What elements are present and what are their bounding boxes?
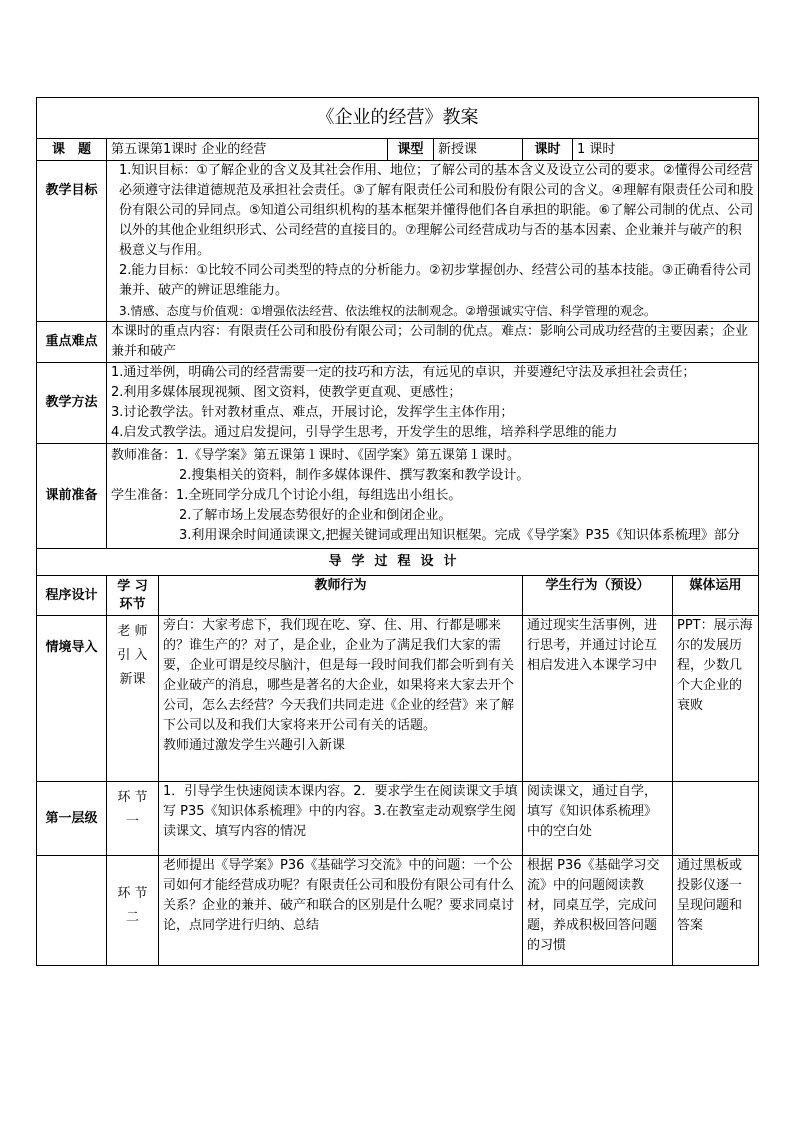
row-stage: 环 节 二 <box>107 856 159 966</box>
row-student: 通过现实生活事例，进行思考，并通过讨论互相启发进入本课学习中 <box>523 616 673 782</box>
row-program <box>37 856 107 966</box>
row-teacher: 老师提出《导学案》P36《基础学习交流》中的问题：一个公司如何才能经营成功呢？有限责任公司和股份有限公司有什么关系？企业的兼并、破产和联合的区别是什么呢？要求同桌讨论，点同学进行归纳、总结 <box>159 856 523 966</box>
prep-label: 课前准备 <box>37 444 107 549</box>
row-program: 第一层级 <box>37 782 107 856</box>
row-program: 情境导入 <box>37 616 107 782</box>
document-title: 《企业的经营》教案 <box>37 98 759 139</box>
row-student: 阅读课文，通过自学，填写《知识体系梳理》中的空白处 <box>523 782 673 856</box>
col-program: 程序设计 <box>37 576 107 616</box>
row-media: 通过黑板或投影仪逐一呈现问题和答案 <box>673 856 759 966</box>
col-student: 学生行为（预设） <box>523 576 673 616</box>
goals-label: 教学目标 <box>37 161 107 322</box>
topic-value: 第五课第1课时 企业的经营 <box>107 139 388 161</box>
row-student: 根据 P36《基础学习交流》中的问题阅读教材，同桌互学，完成问题，养成积极回答问题的习惯 <box>523 856 673 966</box>
prep-teacher-2: 2.搜集相关的资料，制作多媒体课件、撰写教案和教学设计。 <box>179 468 530 483</box>
goals-cell <box>107 161 759 322</box>
col-stage: 学 习 环节 <box>107 576 159 616</box>
methods-cell <box>107 363 759 444</box>
lesson-plan-table <box>36 97 759 966</box>
prep-student-3: 3.利用课余时间通读课文,把握关键词或理出知识框架。完成《导学案》P35《知识体系梳理》部分 <box>179 528 740 543</box>
key-label: 重点难点 <box>37 322 107 363</box>
methods-label: 教学方法 <box>37 363 107 444</box>
topic-label: 课 题 <box>37 139 107 161</box>
method-item: 4.启发式教学法。通过启发提问，引导学生思考，开发学生的思维，培养科学思维的能力 <box>111 425 618 440</box>
section-title: 导学过程设计 <box>37 549 759 576</box>
row-teacher: 旁白：大家考虑下，我们现在吃、穿、住、用、行都是哪来的？谁生产的？对了，是企业，企业为了满足我们大家的需要，企业可谓是绞尽脑汁，但是每一段时间我们都会听到有关企业破产的消息，哪些是著名的大企业，如果将来大家去开个公司，怎么去经营？今天我们共同走进《企业的经营》来了解下公司以及和我们大家将来开公司有关的话题。 教师通过激发学生兴趣引入新课 <box>159 616 523 782</box>
goal-values: 3.情感、态度与价值观：①增强依法经营、依法维权的法制观念。②增强诚实守信、科学管理的观念。 <box>119 304 656 318</box>
goal-ability: 2.能力目标：①比较不同公司类型的特点的分析能力。②初步掌握创办、经营公司的基本技能。③正确看待公司兼并、破产的辨证思维能力。 <box>119 263 752 298</box>
goal-knowledge: 1.知识目标：①了解企业的含义及其社会作用、地位；了解公司的基本含义及设立公司的要求。②懂得公司经营必须遵守法律道德规范及承担社会责任。③了解有限责任公司和股份有限公司的含义。④理解有限责任公司和股份有限公司的异同点。⑤知道公司组织机构的基本框架并懂得他们各自承担的职能。⑥了解公司制的优点、公司以外的其他企业组织形式、公司经营的直接目的。⑦理解公司经营成功与否的基本因素、企业兼并与破产的积极意义与作用。 <box>119 163 754 258</box>
hours-label: 课时 <box>523 139 573 161</box>
prep-cell <box>107 444 759 549</box>
prep-teacher-1: 教师准备：1.《导学案》第五课第１课时、《固学案》第五课第１课时。 <box>111 448 520 463</box>
prep-student-1: 学生准备：1.全班同学分成几个讨论小组，每组选出小组长。 <box>111 488 462 503</box>
row-stage: 环 节 一 <box>107 782 159 856</box>
row-teacher: 1．引导学生快速阅读本课内容。2．要求学生在阅读课文手填写 P35《知识体系梳理》中的内容。3.在教室走动观察学生阅读课文、填写内容的情况 <box>159 782 523 856</box>
method-item: 3.讨论教学法。针对教材重点、难点，开展讨论，发挥学生主体作用； <box>111 405 514 420</box>
lesson-plan-document <box>36 97 758 966</box>
key-text: 本课时的重点内容：有限责任公司和股份有限公司；公司制的优点。难点：影响公司成功经营的主要因素；企业兼并和破产 <box>107 322 759 363</box>
row-stage: 老 师 引 入 新课 <box>107 616 159 782</box>
row-media: PPT：展示海尔的发展历程，少数几个大企业的衰败 <box>673 616 759 782</box>
method-item: 1.通过举例，明确公司的经营需要一定的技巧和方法，有远见的卓识，并要遵纪守法及承担社会责任； <box>111 365 696 380</box>
col-teacher: 教师行为 <box>159 576 523 616</box>
type-label: 课型 <box>388 139 434 161</box>
col-media: 媒体运用 <box>673 576 759 616</box>
prep-student-2: 2.了解市场上发展态势很好的企业和倒闭企业。 <box>179 508 452 523</box>
row-media <box>673 782 759 856</box>
type-value: 新授课 <box>434 139 523 161</box>
method-item: 2.利用多媒体展现视频、图文资料，使教学更直观、更感性； <box>111 385 462 400</box>
hours-value: 1 课时 <box>573 139 759 161</box>
